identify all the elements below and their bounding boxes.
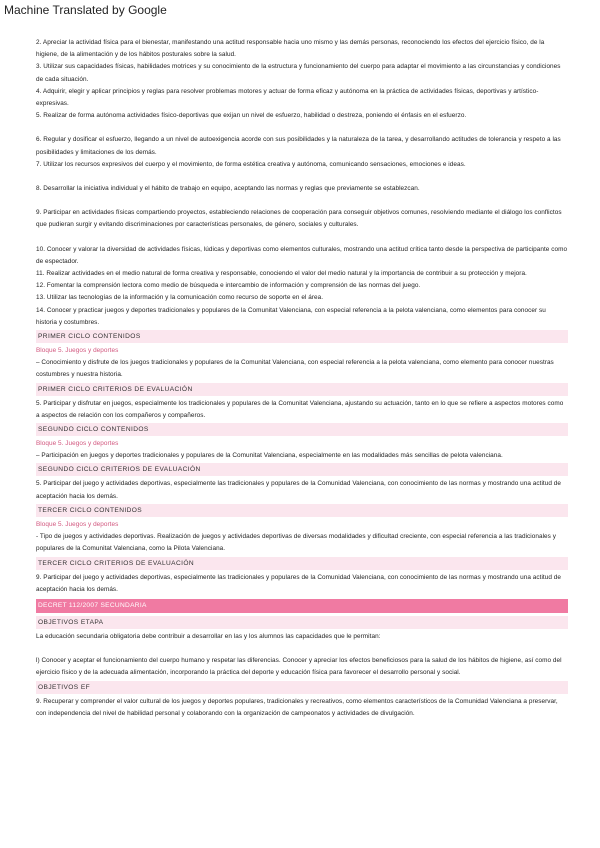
objective-7: 7. Utilizar los recursos expresivos del cuerpo y el movimiento, de forma estética creativa y autónoma, comunicando sensaciones, emociones e ideas. — [36, 160, 466, 168]
machine-translation-banner: Machine Translated by Google — [4, 3, 167, 17]
section-header-objetivos-etapa: OBJETIVOS ETAPA — [36, 616, 568, 629]
section-text: 5. Participar y disfrutar en juegos, especialmente los tradicionales y populares de la Comunitat Valenciana, ajustando su actuación, tanto en lo que se refiere a aspectos motores como a aspectos de relación con los compañeros y compañeros. — [36, 399, 564, 419]
etapa-text: l) Conocer y aceptar el funcionamiento del cuerpo humano y respetar las diferencias. Conocer y apreciar los efectos beneficiosos para la salud de los hábitos de higiene, así como del ejercicio físico y de la adecuada alimentación, incorporando la práctica del deporte y educación física para favorecer el desarrollo personal y social. — [36, 657, 562, 677]
ef-text: 9. Recuperar y comprender el valor cultural de los juegos y deportes populares, tradicionales y recreativos, como elementos característicos de la Comunidad Valenciana a preservar, con independencia del nivel de habilidad personal y colaborando con la organización de campeonatos y actividades de divulgación. — [36, 697, 558, 717]
objective-9: 9. Participar en actividades físicas compartiendo proyectos, estableciendo relaciones de cooperación para conseguir objetivos comunes, resolviendo mediante el diálogo los conflictos que pudieran surgir y evitando discriminaciones por características personales, de género, sociales y culturales. — [36, 209, 562, 229]
objective-13: 13. Utilizar las tecnologías de la información y la comunicación como recurso de soporte en el área. — [36, 294, 324, 302]
objective-3: 3. Utilizar sus capacidades físicas, habilidades motrices y su conocimiento de la estructura y funcionamiento del cuerpo para adaptar el movimiento a las circunstancias y condiciones de cada situación. — [36, 63, 561, 83]
section-header-segundo-contenidos: SEGUNDO CICLO CONTENIDOS — [36, 423, 568, 436]
section-text: 5. Participar del juego y actividades deportivas, especialmente las tradicionales y populares de la Comunidad Valenciana, con conocimiento de las normas y mostrando una actitud de aceptación hacia los demás. — [36, 480, 561, 500]
objective-14: 14. Conocer y practicar juegos y deportes tradicionales y populares de la Comunitat Valenciana, con especial referencia a la pelota valenciana, como elementos para conocer su historia y costumbres. — [36, 306, 546, 326]
block-subtitle: Bloque 5. Juegos y deportes — [36, 347, 119, 355]
etapa-intro: La educación secundaria obligatoria debe contribuir a desarrollar en las y los alumnos las capacidades que le permitan: — [36, 632, 381, 640]
block-subtitle: Bloque 5. Juegos y deportes — [36, 520, 119, 528]
objective-8: 8. Desarrollar la iniciativa individual y el hábito de trabajo en equipo, aceptando las normas y reglas que previamente se establezcan. — [36, 185, 420, 193]
objective-6: 6. Regular y dosificar el esfuerzo, llegando a un nivel de autoexigencia acorde con sus posibilidades y la naturaleza de la tarea, y desarrollando actitudes de tolerancia y respeto a las posibilidades y limitaciones de los demás. — [36, 136, 561, 156]
document-body — [36, 37, 568, 720]
section-text: 9. Participar del juego y actividades deportivas, especialmente las tradicionales y populares de la Comunidad Valenciana, con conocimiento de las normas y mostrando una actitud de aceptación hacia los demás. — [36, 573, 561, 593]
objective-10: 10. Conocer y valorar la diversidad de actividades físicas, lúdicas y deportivas como elementos culturales, mostrando una actitud crítica tanto desde la perspectiva de participante como de espectador. — [36, 245, 568, 265]
section-header-primer-contenidos: PRIMER CICLO CONTENIDOS — [36, 330, 568, 343]
block-subtitle: Bloque 5. Juegos y deportes — [36, 440, 119, 448]
section-header-primer-criterios: PRIMER CICLO CRITERIOS DE EVALUACIÓN — [36, 383, 568, 396]
objective-2: 2. Apreciar la actividad física para el bienestar, manifestando una actitud responsable hacia uno mismo y las demás personas, reconociendo los efectos del ejercicio físico, de la higiene, de la alimentación y de los hábitos posturales sobre la salud. — [36, 39, 545, 59]
section-text: – Participación en juegos y deportes tradicionales y populares de la Comunitat Valenciana, especialmente en las modalidades más sencillas de pelota valenciana. — [36, 452, 503, 460]
objective-11: 11. Realizar actividades en el medio natural de forma creativa y responsable, conociendo el valor del medio natural y la importancia de contribuir a su protección y mejora. — [36, 270, 527, 278]
section-header-tercer-criterios: TERCER CICLO CRITERIOS DE EVALUACIÓN — [36, 557, 568, 570]
section-header-tercer-contenidos: TERCER CICLO CONTENIDOS — [36, 504, 568, 517]
section-header-objetivos-ef: OBJETIVOS EF — [36, 681, 568, 694]
objective-5: 5. Realizar de forma autónoma actividades físico-deportivas que exijan un nivel de esfuerzo, habilidad o destreza, poniendo el énfasis en el esfuerzo. — [36, 112, 467, 120]
decret-bar: DECRET 112/2007 SECUNDARIA — [36, 599, 568, 613]
section-header-segundo-criterios: SEGUNDO CICLO CRITERIOS DE EVALUACIÓN — [36, 463, 568, 476]
section-text: – Conocimiento y disfrute de los juegos tradicionales y populares de la Comunitat Valenciana, con especial referencia a la pelota valenciana, como elemento para conocer nuestras costumbres y nuestra historia. — [36, 359, 554, 379]
objective-4: 4. Adquirir, elegir y aplicar principios y reglas para resolver problemas motores y actuar de forma eficaz y autónoma en la práctica de actividades físicas, deportivas y artístico-expresivas. — [36, 87, 539, 108]
objective-12: 12. Fomentar la comprensión lectora como medio de búsqueda e intercambio de información y comprensión de las normas del juego. — [36, 282, 421, 290]
section-text: - Tipo de juegos y actividades deportivas. Realización de juegos y actividades deportivas de diversas modalidades y dificultad creciente, con especial referencia a las tradicionales y populares de la Comunitat Valenciana, como la Pilota Valenciana. — [36, 533, 556, 553]
